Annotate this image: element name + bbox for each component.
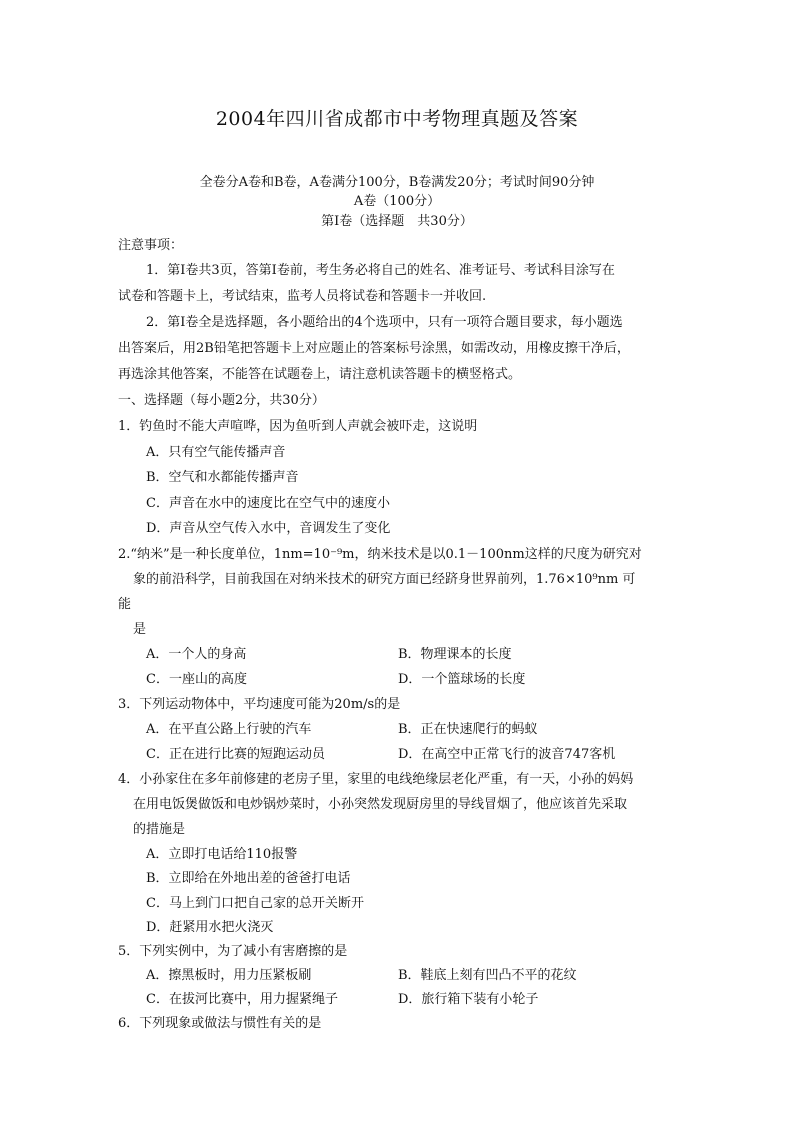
q1-option-d: D．声音从空气传入水中，音调发生了变化	[146, 521, 391, 536]
q3-option-b: B．正在快速爬行的蚂蚁	[398, 722, 538, 737]
q4-stem-line3: 的措施是	[133, 822, 186, 837]
q2-option-b: B．物理课本的长度	[398, 647, 512, 662]
q5-option-c: C．在拔河比赛中，用力握紧绳子	[146, 992, 338, 1007]
exam-intro: 全卷分A卷和B卷，A卷满分100分，B卷满发20分；考试时间90分钟	[199, 175, 595, 190]
q2-option-c: C．一座山的高度	[146, 672, 247, 687]
notes-heading: 注意事项：	[118, 238, 184, 253]
q4-stem-line2: 在用电饭煲做饭和电炒锅炒菜时，小孙突然发现厨房里的导线冒烟了，他应该首先采取	[133, 797, 628, 812]
note2-line1: 2．第Ⅰ卷全是选择题，各小题给出的4个选项中，只有一项符合题目要求，每小题选	[146, 315, 623, 330]
q4-option-c: C．马上到门口把自己家的总开关断开	[146, 896, 364, 911]
q6-stem: 6．下列现象或做法与惯性有关的是	[118, 1016, 322, 1031]
q4-stem-line1: 4．小孙家住在多年前修建的老房子里，家里的电线绝缘层老化严重，有一天，小孙的妈妈	[118, 772, 634, 787]
q2-stem-line2: 象的前沿科学，目前我国在对纳米技术的研究方面已经跻身世界前列，1.76×10⁹nm 可	[133, 572, 636, 587]
q4-option-b: B．立即给在外地出差的爸爸打电话	[146, 871, 351, 886]
q1-option-b: B．空气和水都能传播声音	[146, 470, 299, 485]
q4-option-d: D．赶紧用水把火浇灭	[146, 920, 274, 935]
note2-line2: 出答案后，用2B铅笔把答题卡上对应题止的答案标号涂黑，如需改动，用橡皮擦干净后，	[118, 341, 630, 356]
q5-option-b: B．鞋底上刻有凹凸不平的花纹	[398, 968, 577, 983]
q2-stem-line1: 2.“纳米”是一种长度单位，1nm=10⁻⁹m，纳米技术是以0.1－100nm这样的尺度为研究对	[118, 547, 642, 562]
q5-stem: 5．下列实例中，为了减小有害磨擦的是	[118, 944, 348, 959]
q3-option-c: C．正在进行比赛的短跑运动员	[146, 747, 325, 762]
section-a-heading: A卷（100分）	[353, 194, 441, 209]
q5-option-a: A．擦黑板时，用力压紧板刷	[146, 968, 312, 983]
q2-option-d: D．一个篮球场的长度	[398, 672, 526, 687]
page-title: 2004年四川省成都市中考物理真题及答案	[215, 108, 579, 130]
note1-line1: 1．第Ⅰ卷共3页，答第Ⅰ卷前，考生务必将自己的姓名、准考证号、考试科目涂写在	[146, 263, 615, 278]
q1-stem: 1．钓鱼时不能大声喧哗，因为鱼听到人声就会被吓走，这说明	[118, 419, 478, 434]
q1-option-c: C．声音在水中的速度比在空气中的速度小	[146, 496, 390, 511]
note1-line2: 试卷和答题卡上，考试结束，监考人员将试卷和答题卡一并收回.	[118, 289, 487, 304]
q5-option-d: D．旅行箱下装有小轮子	[398, 992, 539, 1007]
q4-option-a: A．立即打电话给110报警	[146, 847, 298, 862]
part1-heading: 第Ⅰ卷（选择题 共30分）	[321, 214, 473, 229]
q3-option-d: D．在高空中正常飞行的波音747客机	[398, 747, 616, 762]
q1-option-a: A．只有空气能传播声音	[146, 445, 286, 460]
q2-option-a: A．一个人的身高	[146, 647, 247, 662]
section1-heading: 一、选择题（每小题2分，共30分）	[118, 393, 325, 408]
q2-stem-line3: 能	[118, 597, 132, 612]
q2-stem-line4: 是	[133, 622, 147, 637]
q3-option-a: A．在平直公路上行驶的汽车	[146, 722, 312, 737]
note2-line3: 再选涂其他答案，不能答在试题卷上，请注意机读答题卡的横竖格式。	[118, 367, 522, 382]
q3-stem: 3．下列运动物体中，平均速度可能为20m/s的是	[118, 697, 401, 712]
